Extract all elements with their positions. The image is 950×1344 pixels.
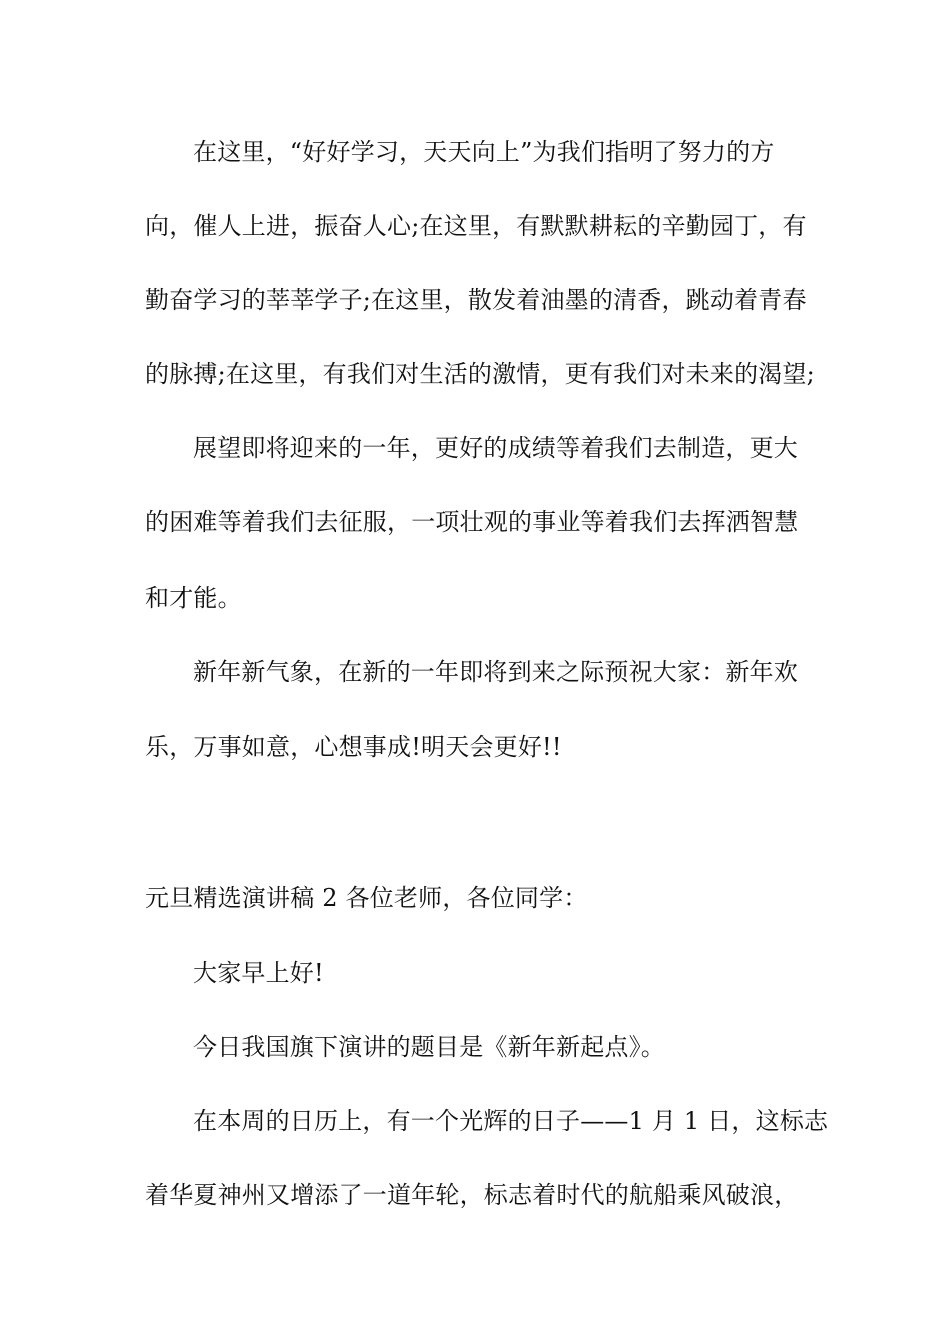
paragraph-line: 的困难等着我们去征服，一项壮观的事业等着我们去挥洒智慧 [145,508,799,536]
paragraph-line: 在本周的日历上，有一个光辉的日子——1 月 1 日，这标志 [193,1107,829,1135]
paragraph-line: 大家早上好! [193,959,324,987]
paragraph-line: 的脉搏;在这里，有我们对生活的激情，更有我们对未来的渴望; [145,360,815,388]
paragraph-line: 勤奋学习的莘莘学子;在这里，散发着油墨的清香，跳动着青春 [145,286,807,314]
paragraph-line: 和才能。 [145,584,242,612]
paragraph-line: 在这里，“好好学习，天天向上”为我们指明了努力的方 [193,138,775,166]
paragraph-line: 向，催人上进，振奋人心;在这里，有默默耕耘的辛勤园丁，有 [145,212,807,240]
paragraph-line: 新年新气象，在新的一年即将到来之际预祝大家：新年欢 [193,658,798,686]
paragraph-line: 今日我国旗下演讲的题目是《新年新起点》。 [193,1033,665,1061]
section-heading-line: 元旦精选演讲稿 2 各位老师，各位同学： [145,884,588,912]
paragraph-line: 展望即将迎来的一年，更好的成绩等着我们去制造，更大 [193,434,798,462]
paragraph-line: 乐，万事如意，心想事成!明天会更好!! [145,733,562,761]
paragraph-line: 着华夏神州又增添了一道年轮，标志着时代的航船乘风破浪， [145,1181,799,1209]
